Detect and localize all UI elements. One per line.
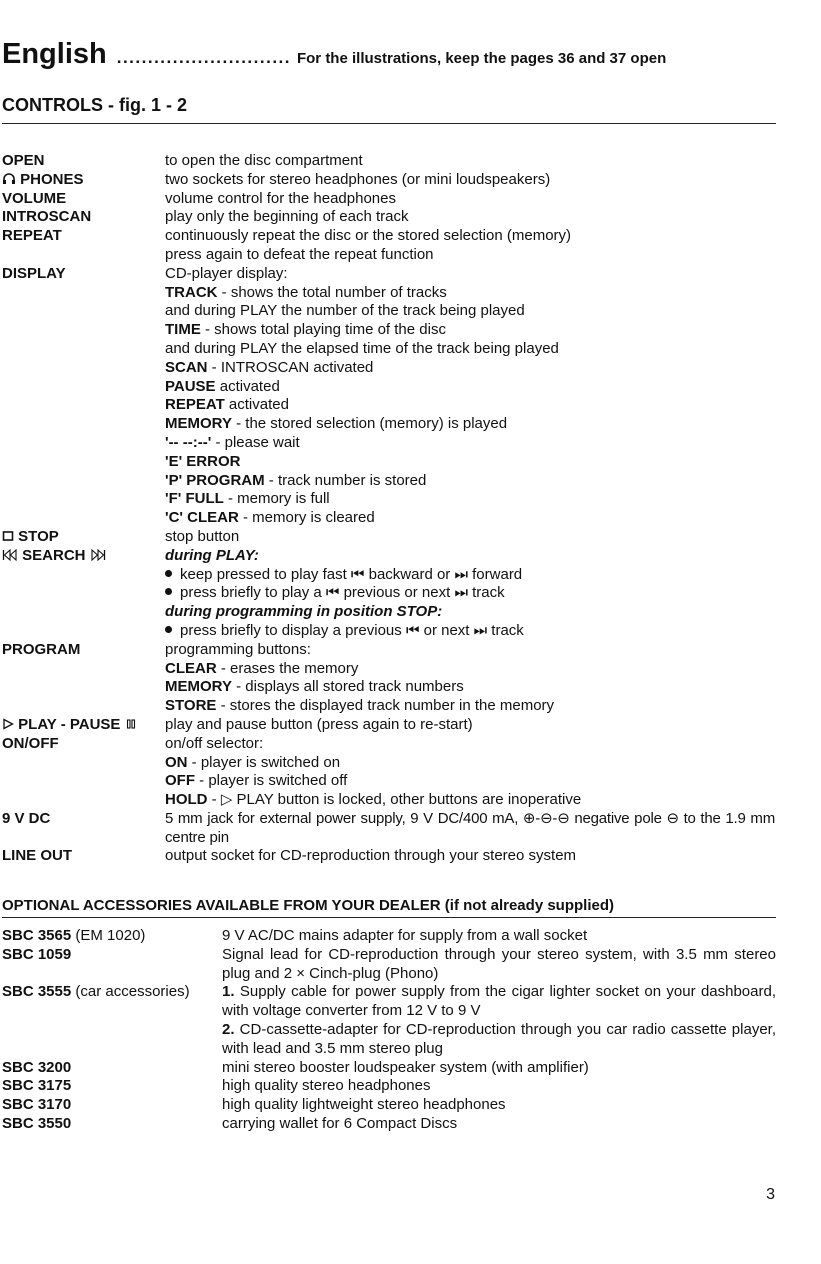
accessory-code: SBC 1059	[2, 945, 72, 963]
control-desc: on/off selector:	[165, 734, 264, 752]
control-term: PROGRAM	[2, 640, 81, 658]
display-item: 'E' ERROR	[165, 452, 241, 470]
control-term-label: PLAY - PAUSE	[18, 715, 121, 733]
control-row	[0, 208, 780, 227]
leader-dots: ............................	[116, 48, 291, 67]
accessories-heading: OPTIONAL ACCESSORIES AVAILABLE FROM YOUR DEALER (if not already supplied)	[2, 897, 614, 914]
bullet-icon	[165, 626, 172, 633]
control-desc: 5 mm jack for external power supply, 9 V DC/400 mA, ⊕-⊖-⊖ negative pole ⊖ to the 1.9 mm centre pin	[165, 809, 775, 846]
illustrations-note: For the illustrations, keep the pages 36 and 37 open	[296, 50, 667, 67]
program-item: STORE - stores the displayed track number in the memory	[165, 697, 555, 715]
accessory-code: SBC 3175	[2, 1077, 72, 1095]
control-term	[2, 171, 84, 190]
display-item: SCAN - INTROSCAN activated	[165, 358, 374, 376]
program-item: CLEAR - erases the memory	[165, 659, 359, 677]
bullet-icon	[165, 570, 172, 577]
accessory-row	[0, 1077, 776, 1096]
accessory-desc: 9 V AC/DC mains adapter for supply from a wall socket	[222, 927, 588, 944]
page-header	[2, 38, 792, 78]
control-row	[0, 810, 775, 848]
page-number: 3	[766, 1186, 775, 1203]
control-row	[0, 716, 780, 735]
control-term: 9 V DC	[2, 809, 51, 827]
skip-back-icon	[2, 547, 18, 566]
accessory-extra: (car accessories)	[75, 983, 190, 1001]
search-subhead: during programming in position STOP:	[165, 603, 443, 621]
accessory-desc: mini stereo booster loudspeaker system (with amplifier)	[222, 1058, 589, 1076]
accessory-row	[0, 983, 776, 1058]
control-desc: programming buttons:	[165, 640, 311, 658]
control-term-label: PHONES	[20, 170, 84, 188]
control-term-label: STOP	[18, 527, 59, 545]
control-desc: CD-player display:	[165, 264, 288, 282]
control-desc: continuously repeat the disc or the stored selection (memory)	[165, 227, 572, 245]
pause-icon	[125, 716, 137, 735]
control-term: DISPLAY	[2, 264, 66, 282]
display-item: '-- --:--' - please wait	[165, 433, 300, 451]
display-item: TIME - shows total playing time of the disc	[165, 321, 446, 339]
headphones-icon	[2, 171, 16, 190]
control-desc: two sockets for stereo headphones (or mini loudspeakers)	[165, 170, 551, 188]
accessory-row	[0, 927, 776, 946]
accessory-desc: high quality lightweight stereo headphones	[222, 1096, 506, 1114]
accessory-row	[0, 946, 776, 984]
control-term-label: SEARCH	[22, 546, 86, 564]
control-term: VOLUME	[2, 189, 67, 207]
onoff-item: ON - player is switched on	[165, 753, 341, 771]
accessory-code: SBC 3555	[2, 983, 72, 1001]
accessory-row	[0, 1096, 776, 1115]
control-desc: press again to defeat the repeat function	[165, 245, 434, 263]
control-term: REPEAT	[2, 227, 62, 245]
search-bullet: press briefly to play a ⏮ previous or next ⏭ track	[0, 584, 780, 603]
control-row	[0, 152, 780, 171]
control-row	[0, 171, 780, 190]
play-icon	[2, 716, 14, 735]
control-desc: play only the beginning of each track	[165, 208, 409, 226]
display-item: and during PLAY the number of the track being played	[165, 302, 525, 320]
control-term	[2, 528, 59, 547]
control-row	[0, 190, 780, 209]
display-item: TRACK - shows the total number of tracks	[165, 283, 447, 301]
control-desc: stop button	[165, 527, 240, 545]
controls-rule	[2, 123, 776, 124]
control-row	[0, 265, 780, 284]
accessories-rule	[2, 917, 776, 918]
control-desc: volume control for the headphones	[165, 189, 396, 207]
control-term: ON/OFF	[2, 734, 59, 752]
control-desc: to open the disc compartment	[165, 152, 363, 169]
control-desc: during PLAY:	[165, 546, 259, 564]
display-item: MEMORY - the stored selection (memory) is played	[165, 415, 508, 433]
control-term: OPEN	[2, 152, 45, 169]
display-item: 'P' PROGRAM - track number is stored	[165, 471, 427, 489]
accessory-code: SBC 3170	[2, 1096, 72, 1114]
language-title: English	[2, 38, 107, 70]
search-bullet: keep pressed to play fast ⏮ backward or ⏭ forward	[0, 566, 780, 585]
onoff-item: OFF - player is switched off	[165, 772, 348, 790]
accessory-desc: Signal lead for CD-reproduction through your stereo system, with 3.5 mm stereo plug and 2 × Cinch-plug (Phono)	[222, 945, 776, 982]
display-item: and during PLAY the elapsed time of the track being played	[165, 339, 559, 357]
program-item: MEMORY - displays all stored track numbers	[165, 678, 464, 696]
control-term	[2, 547, 106, 566]
control-desc: output socket for CD-reproduction through your stereo system	[165, 847, 577, 865]
control-row	[0, 528, 780, 547]
stop-icon	[2, 528, 14, 547]
accessory-code: SBC 3550	[2, 1114, 72, 1132]
control-row	[0, 547, 780, 566]
control-term: INTROSCAN	[2, 208, 92, 226]
search-bullet: press briefly to display a previous ⏮ or next ⏭ track	[0, 622, 780, 641]
onoff-item: HOLD - ▷ PLAY button is locked, other buttons are inoperative	[165, 791, 582, 809]
control-term	[2, 716, 137, 735]
bullet-icon	[165, 588, 172, 595]
control-term: LINE OUT	[2, 847, 72, 865]
accessory-row	[0, 1059, 776, 1078]
accessories-list	[0, 927, 776, 1134]
accessory-extra: (EM 1020)	[75, 927, 146, 944]
display-item: PAUSE activated	[165, 377, 280, 395]
controls-list	[0, 152, 780, 866]
control-row	[0, 227, 780, 265]
display-item: 'F' FULL - memory is full	[165, 490, 330, 508]
accessory-row	[0, 1115, 776, 1134]
control-row	[0, 735, 780, 754]
accessory-code: SBC 3565	[2, 927, 72, 944]
display-item: 'C' CLEAR - memory is cleared	[165, 509, 375, 527]
control-desc: play and pause button (press again to re-start)	[165, 715, 473, 733]
control-row	[0, 847, 780, 866]
skip-forward-icon	[90, 547, 106, 566]
controls-heading: CONTROLS - fig. 1 - 2	[2, 95, 188, 115]
control-row	[0, 641, 780, 660]
accessory-desc: high quality stereo headphones	[222, 1077, 431, 1095]
display-item: REPEAT activated	[165, 396, 289, 414]
accessory-code: SBC 3200	[2, 1058, 72, 1076]
accessory-desc: 2. CD-cassette-adapter for CD-reproduction through you car radio cassette player, with lead and 3.5 mm stereo plug	[222, 1020, 776, 1057]
accessory-desc: carrying wallet for 6 Compact Discs	[222, 1114, 458, 1132]
accessory-desc: 1. Supply cable for power supply from the cigar lighter socket on your dashboard, with voltage converter from 12 V to 9 V	[222, 983, 776, 1020]
